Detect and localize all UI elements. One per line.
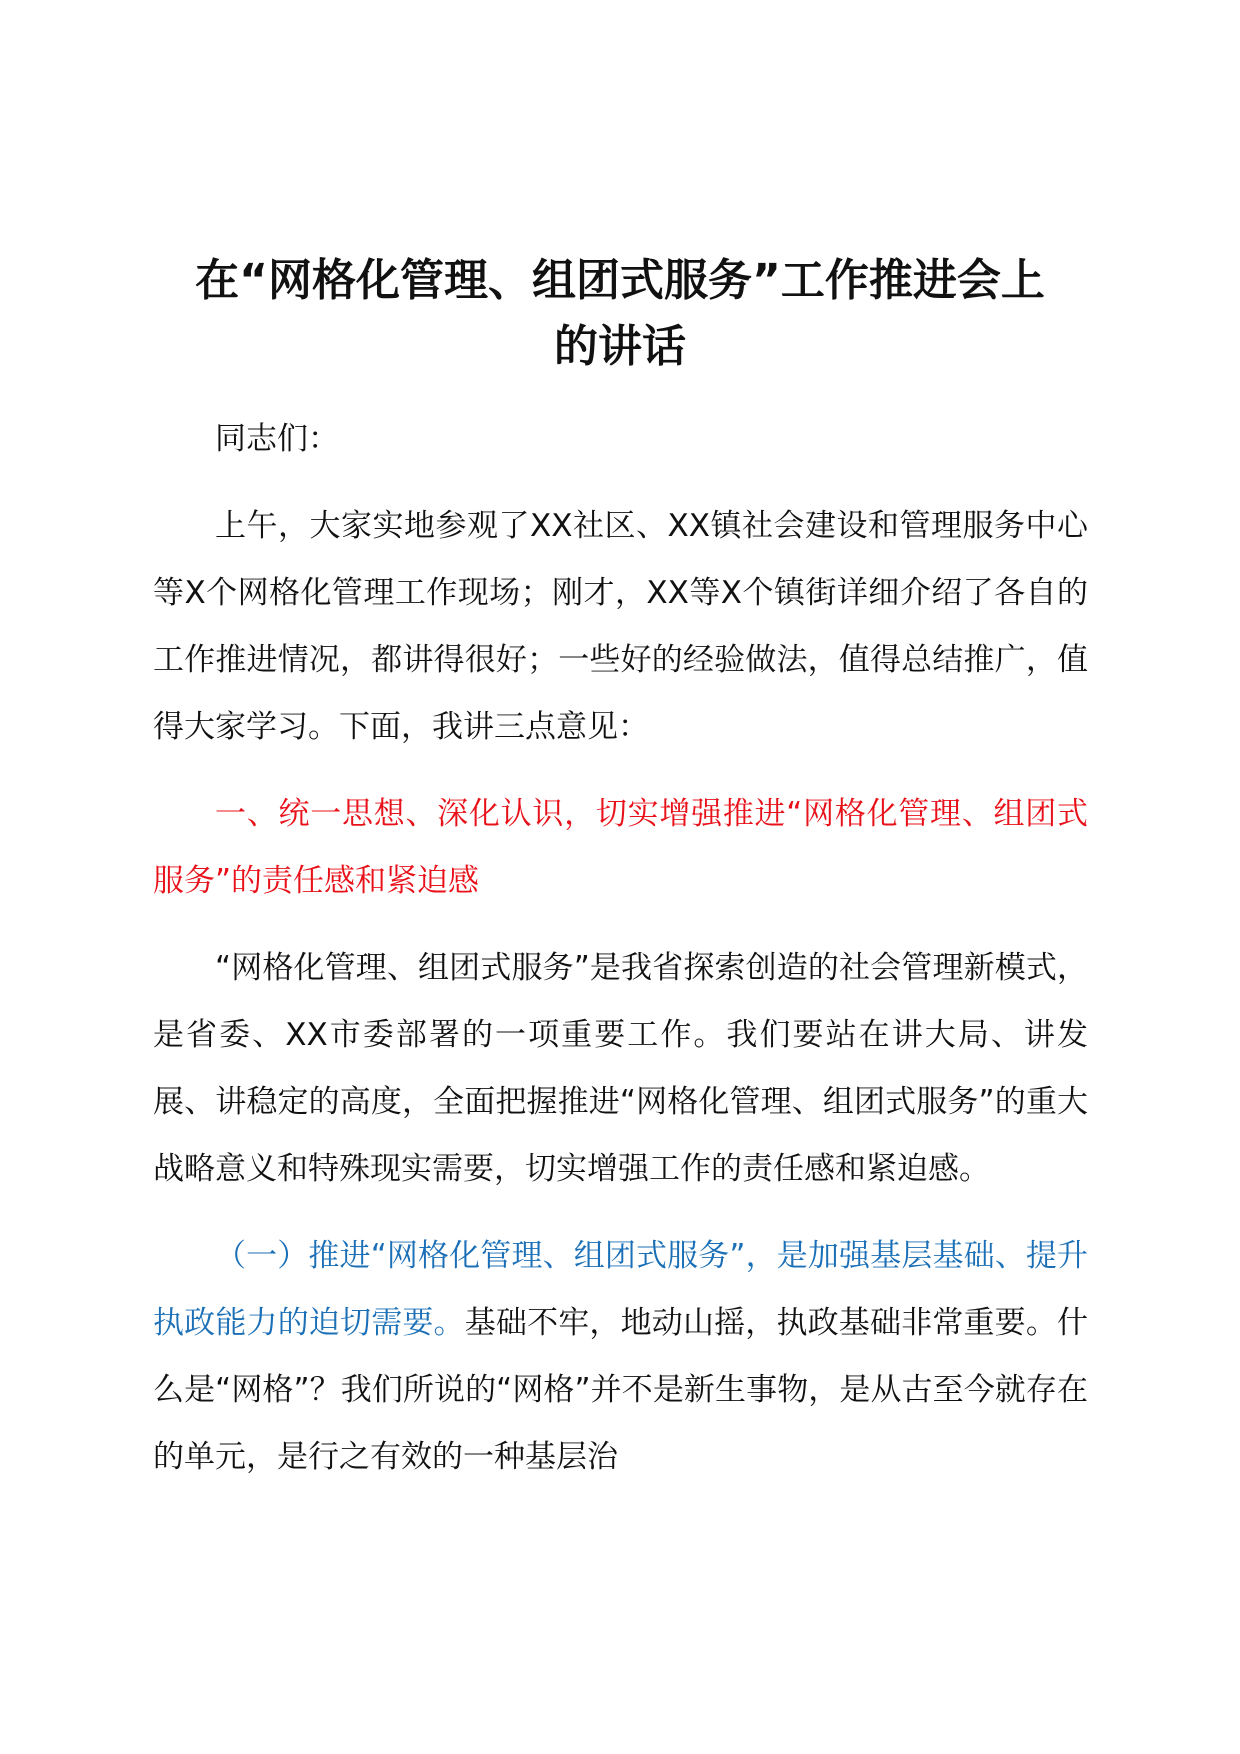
document-title — [150, 248, 1090, 380]
title-line-2: 的讲话 — [554, 321, 686, 372]
subsection-text-1: 基础不牢，地动山摇，执政基础非常重要。什么是“网格”？我们所说的“网格”并不是新生事物，是从古至今就存在的单元，是行之有效的一种基层治 — [153, 1305, 1089, 1475]
salutation: 同志们： — [215, 421, 339, 457]
section-heading-1: 一、统一思想、深化认识，切实增强推进“网格化管理、组团式服务”的责任感和紧迫感 — [153, 796, 1088, 899]
title-line-1: 在“网格化管理、组团式服务”工作推进会上 — [195, 255, 1045, 306]
paragraph-intro: 上午，大家实地参观了XX社区、XX镇社会建设和管理服务中心等X个网格化管理工作现场；刚才，XX等X个镇街详细介绍了各自的工作推进情况，都讲得很好；一些好的经验做法，值得总结推广，值得大家学习。下面，我讲三点意见： — [153, 508, 1088, 745]
paragraph-section-1: “网格化管理、组团式服务”是我省探索创造的社会管理新模式，是省委、XX市委部署的一项重要工作。我们要站在讲大局、讲发展、讲稳定的高度，全面把握推进“网格化管理、组团式服务”的重大战略意义和特殊现实需要，切实增强工作的责任感和紧迫感。 — [153, 950, 1088, 1187]
paragraph-subsection-1 — [153, 1223, 1088, 1491]
document-body — [153, 406, 1088, 1491]
subsection-heading-1: （一）推进“网格化管理、组团式服务”，是加强基层基础、提升执政能力的迫切需要。 — [153, 1238, 1088, 1341]
